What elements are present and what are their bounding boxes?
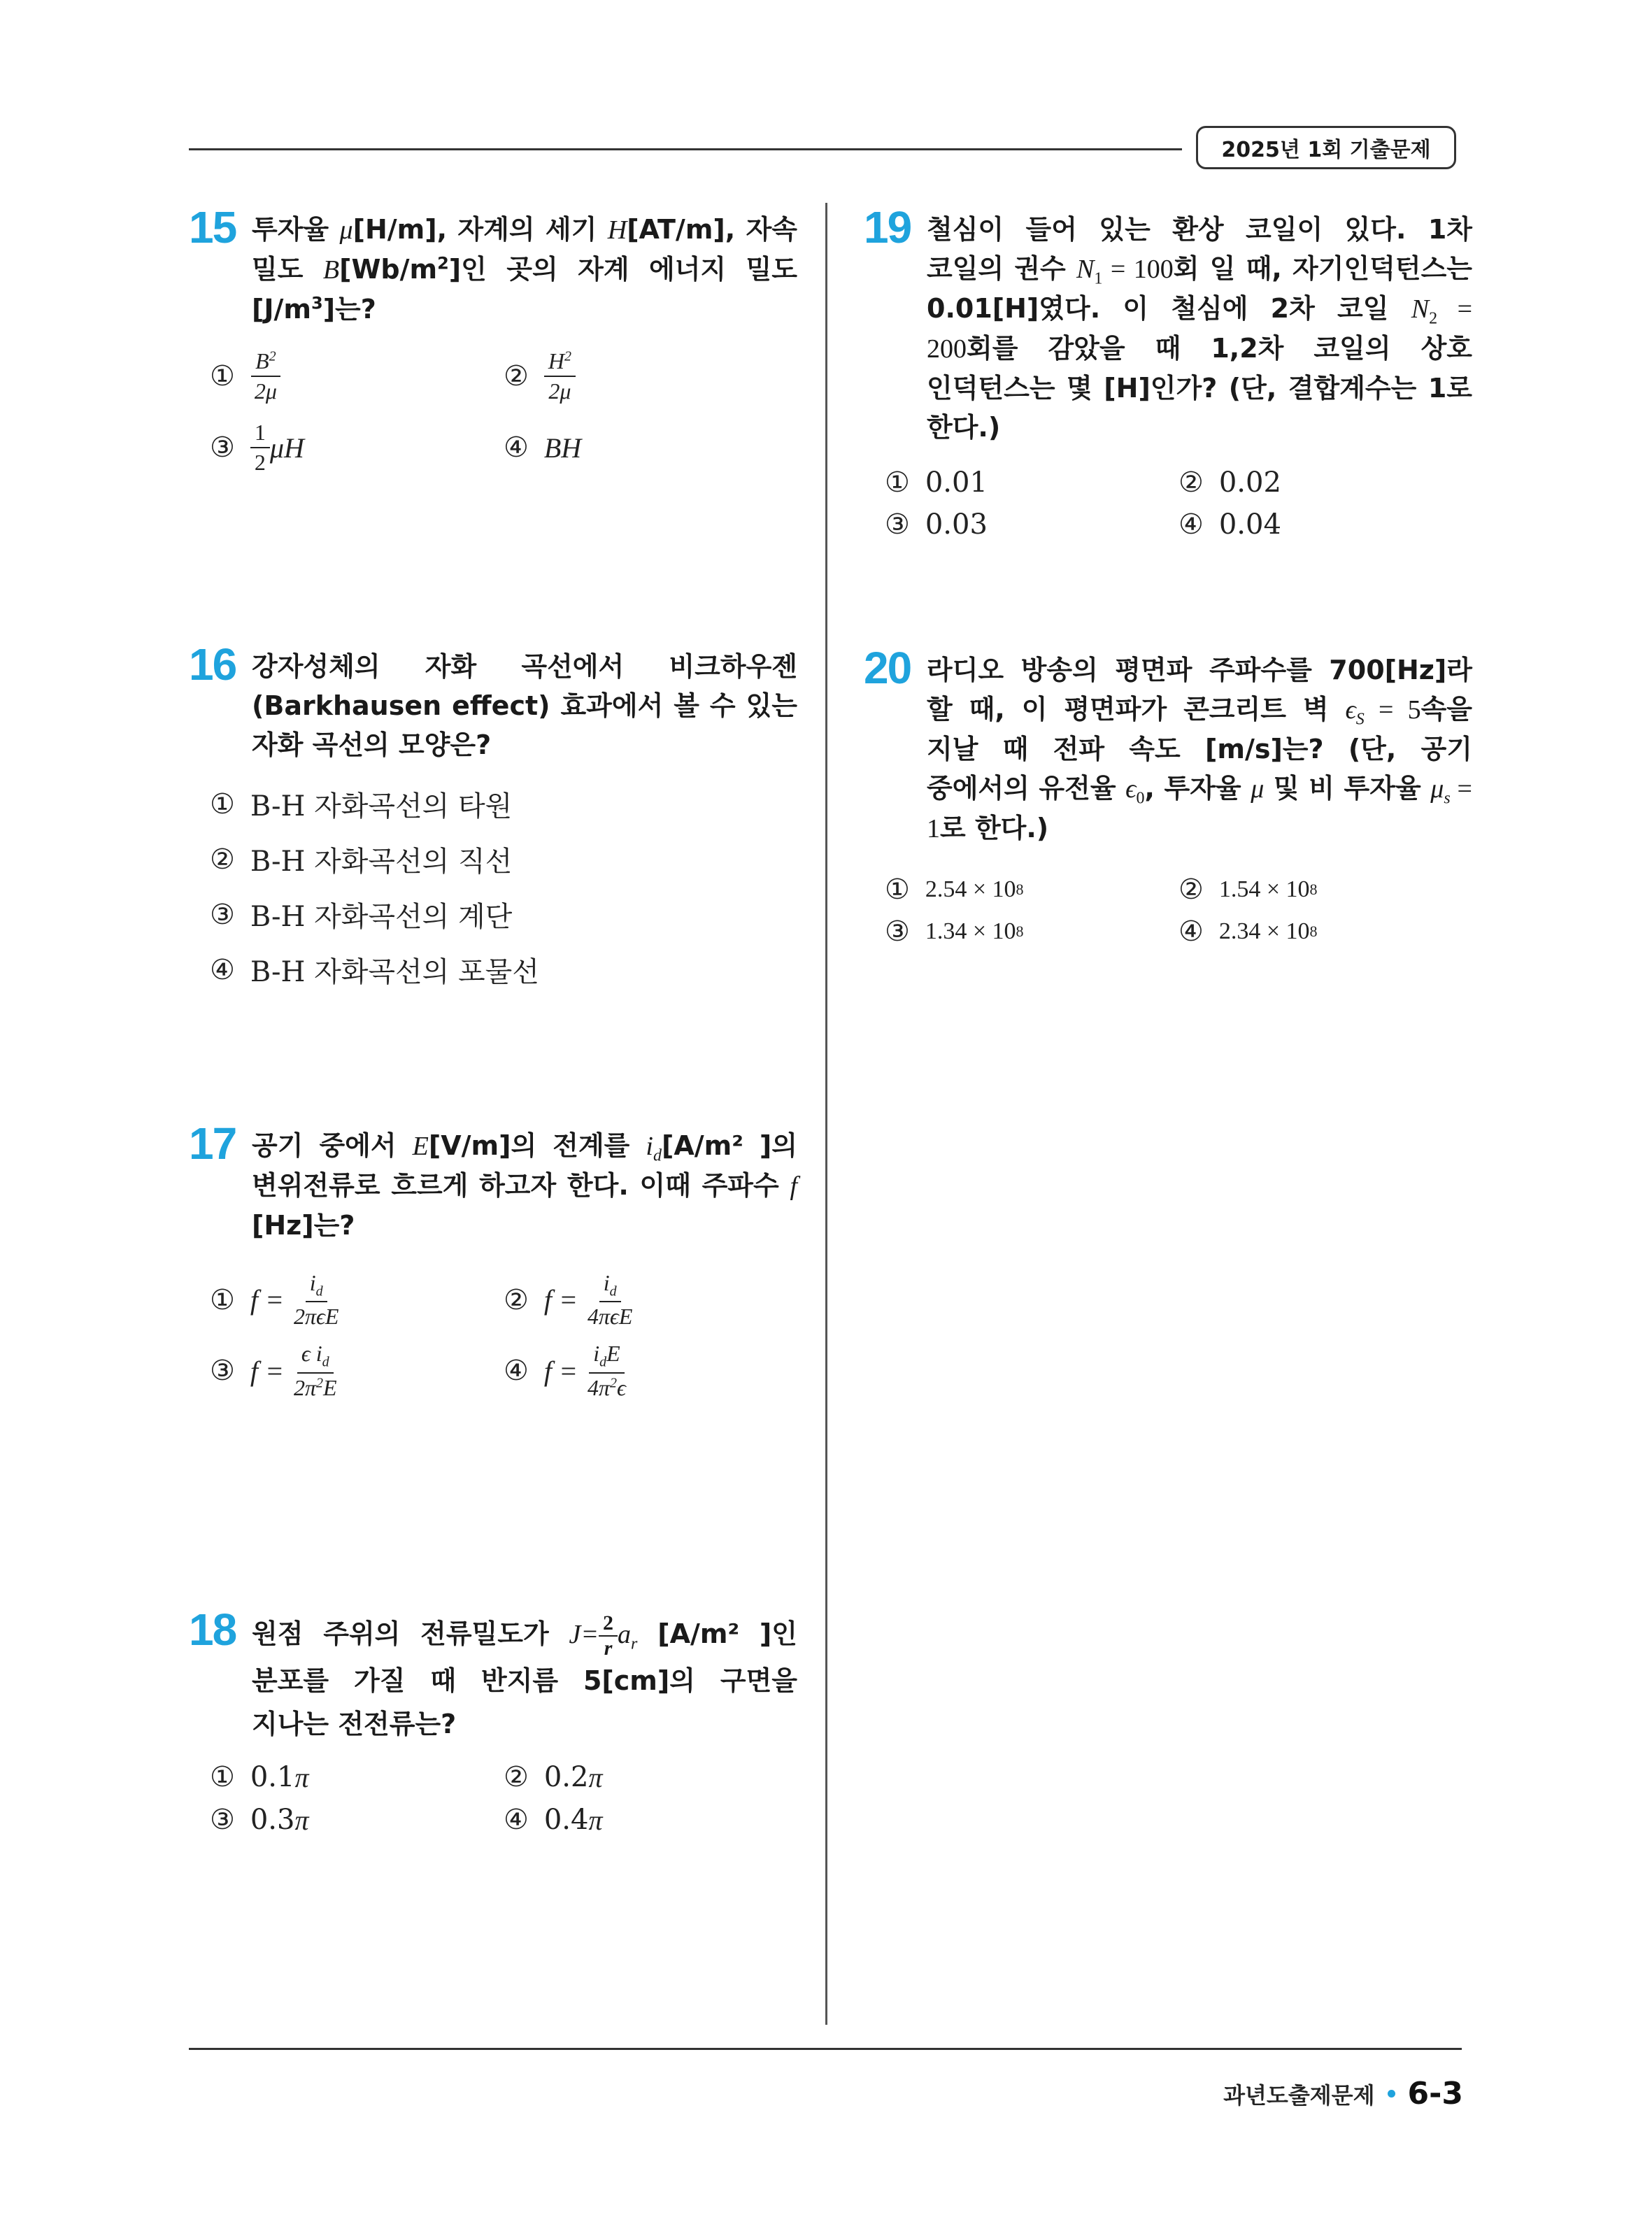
option-mark: ③ [210,1804,235,1836]
exam-session-tab [1196,126,1456,169]
superscript: 3 [311,293,323,313]
symbol-b: B [322,255,340,285]
option-1[interactable] [210,1761,504,1794]
epsilon-value: = 5 [1364,695,1421,725]
denominator-tail: E [323,1374,337,1400]
option-text: B-H 자화곡선의 타원 [250,790,513,822]
option-mark: ② [210,843,235,876]
option-mark: ① [210,788,235,820]
column-divider [825,203,827,2025]
numerator: 2 [599,1613,618,1637]
fraction [290,1270,343,1330]
bullet-dot-icon [1388,2090,1395,2098]
question-header [864,202,1472,447]
page-footer [1223,2076,1463,2112]
question-number: 19 [864,202,911,252]
footer-section-label: 과년도출제문제 [1223,2081,1375,2109]
option-text: B-H 자화곡선의 포물선 [250,956,539,988]
question-15 [189,202,798,491]
numerator-tail: E [606,1341,620,1367]
text-segment: [Wb/m [339,254,438,285]
options [864,467,1472,541]
exponent: 8 [1309,923,1318,940]
symbol-mu: μ [339,215,353,245]
option-value: 2.54 × 10 [925,876,1016,902]
numerator: i [593,1341,600,1367]
text-segment: [Hz]는? [252,1210,355,1241]
fraction [250,420,270,476]
superscript: 2 [564,348,571,364]
text-segment: [A/m² ]의 변위전류로 흐르게 하고자 한다. 이때 주파수 [252,1130,798,1201]
question-text [927,650,1472,848]
option-mark: ③ [210,898,235,931]
option-3[interactable] [210,420,504,476]
text-segment: [V/m]의 전계를 [428,1130,646,1161]
subscript: d [599,1354,607,1370]
question-text: 강자성체의 자화 곡선에서 비크하우젠(Barkhausen effect) 효과에서 볼 수 있는 자화 곡선의 모양은? [252,651,797,760]
symbol-pi: π [294,1804,309,1836]
page-number: 6-3 [1407,2076,1463,2112]
option-1[interactable] [210,784,797,824]
symbol-mu: μ [1251,774,1265,804]
options [189,348,797,476]
subscript: d [315,1283,323,1299]
option-mark: ④ [504,1804,529,1836]
text-segment: [A/m² ]인 분포를 가질 때 반지름 5[cm]의 구면을 지나는 전전류는? [252,1618,797,1739]
numerator: ϵ i [301,1341,322,1367]
fraction [290,1341,341,1400]
options [189,784,797,990]
question-number: 17 [189,1118,236,1169]
text-segment: , 투자율 [1144,773,1251,804]
question-19 [864,202,1472,556]
option-2[interactable] [210,839,797,879]
superscript: 2 [316,1375,323,1391]
question-number: 18 [189,1604,236,1655]
n2-value: = 200 [927,294,1472,364]
denominator: 2μ [548,378,571,404]
symbol-h: H [607,215,627,245]
denominator: 4πϵE [587,1304,633,1330]
numerator: B [255,348,269,373]
option-3[interactable] [210,1341,504,1400]
option-1[interactable] [885,467,1179,499]
subscript: 1 [1094,269,1103,288]
question-text [252,210,797,329]
option-1[interactable] [210,348,504,404]
question-number: 16 [189,639,236,690]
option-mark: ② [1179,874,1204,906]
footer-rule [189,2048,1462,2050]
text-segment: 로 한다.) [940,813,1049,843]
option-mark: ① [885,874,910,906]
symbol-epsilon-0: ϵ [1125,774,1137,804]
text-segment: ]는? [322,294,376,325]
numerator: i [309,1270,316,1295]
n1-value: = 100 [1102,255,1174,284]
subscript: r [631,1635,638,1653]
option-mark: ① [210,1761,235,1793]
option-mark: ② [1179,467,1204,499]
subscript: S [1355,710,1365,729]
exponent: 8 [1016,881,1024,898]
option-2[interactable] [504,1270,797,1330]
question-18 [189,1604,797,1852]
options [189,1761,797,1837]
question-header [864,643,1472,848]
numerator: 1 [250,420,270,448]
option-text: 0.02 [1218,467,1281,499]
option-mark: ④ [1179,508,1204,541]
option-lhs: f = [543,1355,578,1387]
denominator: 2πϵE [293,1304,339,1330]
symbol-epsilon: ϵ [1345,695,1356,725]
denominator: 2 [254,450,266,475]
denominator: r [604,1636,613,1660]
option-mark: ④ [210,953,235,986]
option-value: 2.34 × 10 [1218,918,1310,944]
subscript: s [1444,789,1451,808]
denominator-tail: ϵ [617,1374,626,1400]
option-lhs: f = [543,1284,578,1316]
denominator: 2μ [254,378,277,404]
option-4[interactable] [1179,508,1472,541]
option-text: 0.03 [925,508,988,541]
denominator: 4π [587,1374,610,1400]
symbol-f: f [790,1172,797,1201]
symbol-e: E [412,1132,429,1161]
question-header [189,1118,798,1245]
option-1[interactable] [885,874,1179,906]
option-mark: ③ [885,508,910,541]
text-segment: 라디오 방송의 평면파 주파수를 700[Hz]라 할 때, 이 평면파가 콘크리트 벽 [927,655,1472,725]
option-4[interactable] [210,950,797,990]
option-text: 0.01 [925,467,988,499]
option-2[interactable] [1179,874,1472,906]
superscript: 2 [269,348,276,364]
option-4[interactable] [504,1804,797,1837]
question-header [189,1604,797,1746]
subscript: 2 [1429,309,1438,328]
option-value: 1.34 × 10 [925,918,1016,944]
symbol-i: i [646,1132,653,1161]
text-segment: 회를 감았을 때 1,2차 코일의 상호 인덕턴스는 몇 [H]인가? (단, 결합계수는 1로 한다.) [927,333,1472,443]
option-mark: ① [210,1283,235,1316]
option-value: 1.54 × 10 [1218,876,1310,902]
denominator: 2π [293,1374,316,1400]
fraction [544,348,576,404]
fraction [583,1341,630,1400]
option-3[interactable] [885,508,1179,541]
text-segment: 공기 중에서 [252,1130,413,1161]
symbol-mu-s: μ [1430,774,1444,804]
option-value: 0.1 [250,1761,295,1793]
option-text: B-H 자화곡선의 계단 [250,901,513,933]
option-mark: ② [504,1761,529,1793]
option-3[interactable] [210,895,797,934]
symbol-n1: N [1076,255,1095,284]
text-segment: 회 일 때, 자기인덕턴스는 0.01[H]였다. 이 철심에 2차 코일 [927,253,1472,324]
subscript: d [322,1354,329,1370]
option-mark: ④ [504,1355,529,1388]
option-tail: μH [269,432,304,464]
header-rule [189,148,1182,150]
symbol-pi: π [588,1761,603,1793]
option-text: B-H 자화곡선의 직선 [250,846,513,878]
option-mark: ③ [210,432,235,464]
symbol-pi: π [588,1804,603,1836]
option-mark: ② [504,1283,529,1316]
question-text [252,1612,797,1746]
symbol-pi: π [294,1761,309,1793]
text-segment: 철심이 들어 있는 환상 코일이 있다. 1차 코일의 권수 [927,214,1472,284]
mu-s-value: = 1 [927,774,1472,843]
text-segment: [AT/m], 자속 밀도 [252,214,798,285]
option-lhs: f = [250,1355,284,1387]
option-mark: ① [210,360,235,392]
exam-session-label: 2025년 1회 기출문제 [1221,138,1431,162]
question-text [252,1126,797,1245]
option-4[interactable] [504,1341,797,1400]
subscript: d [653,1146,662,1165]
option-1[interactable] [210,1270,504,1330]
option-value: 0.3 [250,1804,295,1836]
question-header [189,202,798,329]
option-4[interactable] [1179,916,1472,948]
fraction [250,348,281,404]
question-header [189,639,797,764]
symbol-a: a [618,1620,632,1649]
option-lhs: f = [250,1284,284,1316]
exponent: 8 [1309,881,1318,898]
question-number: 15 [189,202,236,252]
question-16 [189,639,797,1005]
question-text [927,210,1472,447]
question-number: 20 [864,643,911,693]
text-segment: 속을 지날 때 전파 속도 [m/s]는? (단, 공기 중에서의 유전율 [927,694,1472,804]
option-text: BH [543,432,582,464]
text-segment: 투자율 [252,214,340,245]
option-text: 0.04 [1218,508,1281,541]
question-20 [864,643,1472,963]
subscript: 0 [1136,789,1145,808]
text-segment: [H/m], 자계의 세기 [353,214,608,245]
option-2[interactable] [1179,467,1472,499]
text-segment: ]인 곳의 자계 에너지 밀도[J/m [252,254,797,325]
option-mark: ② [504,360,529,392]
option-mark: ③ [885,916,910,948]
superscript: 2 [610,1375,617,1391]
question-17 [189,1118,798,1416]
option-4[interactable] [504,432,797,464]
option-value: 0.2 [543,1761,589,1793]
numerator: H [548,348,564,373]
text-segment: 원점 주위의 전류밀도가 [252,1618,569,1649]
options [864,874,1472,948]
numerator: i [603,1270,610,1295]
subscript: d [609,1283,617,1299]
fraction [583,1270,636,1330]
option-mark: ③ [210,1355,235,1388]
exponent: 8 [1016,923,1024,940]
superscript: 2 [437,253,449,273]
option-3[interactable] [210,1804,504,1837]
option-mark: ④ [504,432,529,464]
option-2[interactable] [504,348,797,404]
option-mark: ① [885,467,910,499]
fraction [599,1613,618,1659]
symbol-n2: N [1411,294,1430,324]
option-value: 0.4 [543,1804,589,1836]
text-segment: 및 비 투자율 [1264,773,1431,804]
options [189,1270,797,1401]
symbol-j: J= [569,1620,599,1649]
option-mark: ④ [1179,916,1204,948]
option-3[interactable] [885,916,1179,948]
option-2[interactable] [504,1761,797,1794]
